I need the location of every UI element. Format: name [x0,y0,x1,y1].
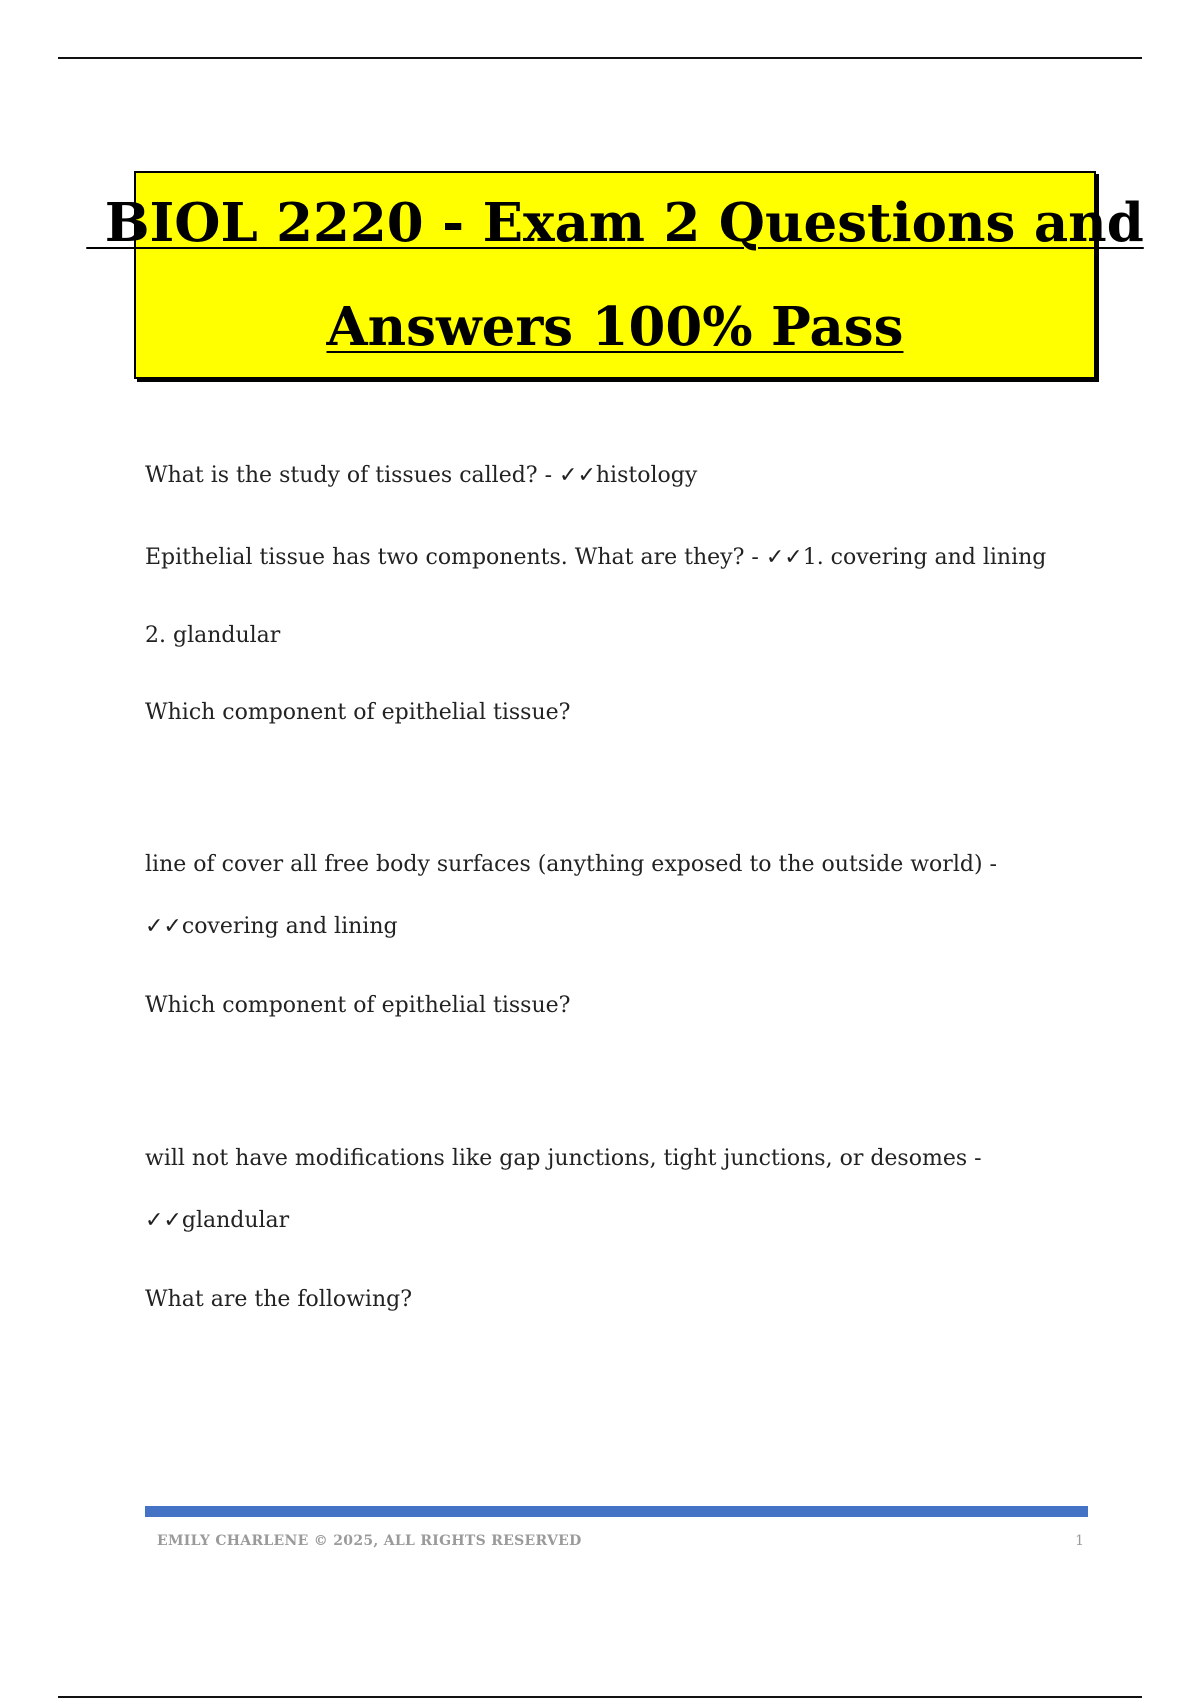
title-banner [86,171,1144,379]
question-line: Which component of epithelial tissue? [145,993,571,1018]
answer-continuation-line: 2. glandular [145,623,281,648]
footer-copyright: EMILY CHARLENE © 2025, ALL RIGHTS RESERVED [157,1533,582,1549]
question-line: will not have modifications like gap junctions, tight junctions, or desomes - [145,1146,982,1171]
answer-line: ✓✓glandular [145,1208,290,1233]
question-line: Which component of epithelial tissue? [145,700,571,725]
question-answer-line: Epithelial tissue has two components. What are they? - ✓✓1. covering and lining [145,545,1047,570]
question-line: line of cover all free body surfaces (anything exposed to the outside world) - [145,852,997,877]
question-answer-line: What is the study of tissues called? - ✓✓histology [145,463,698,488]
document-title-line-2: Answers 100% Pass [326,296,904,358]
document-title-line-1: BIOL 2220 - Exam 2 Questions and [86,192,1144,254]
answer-line: ✓✓covering and lining [145,914,398,939]
page-number: 1 [1075,1533,1084,1549]
bottom-page-rule [58,1696,1142,1698]
question-line: What are the following? [145,1287,413,1312]
top-page-rule [58,57,1142,59]
footer-rule [145,1506,1088,1517]
